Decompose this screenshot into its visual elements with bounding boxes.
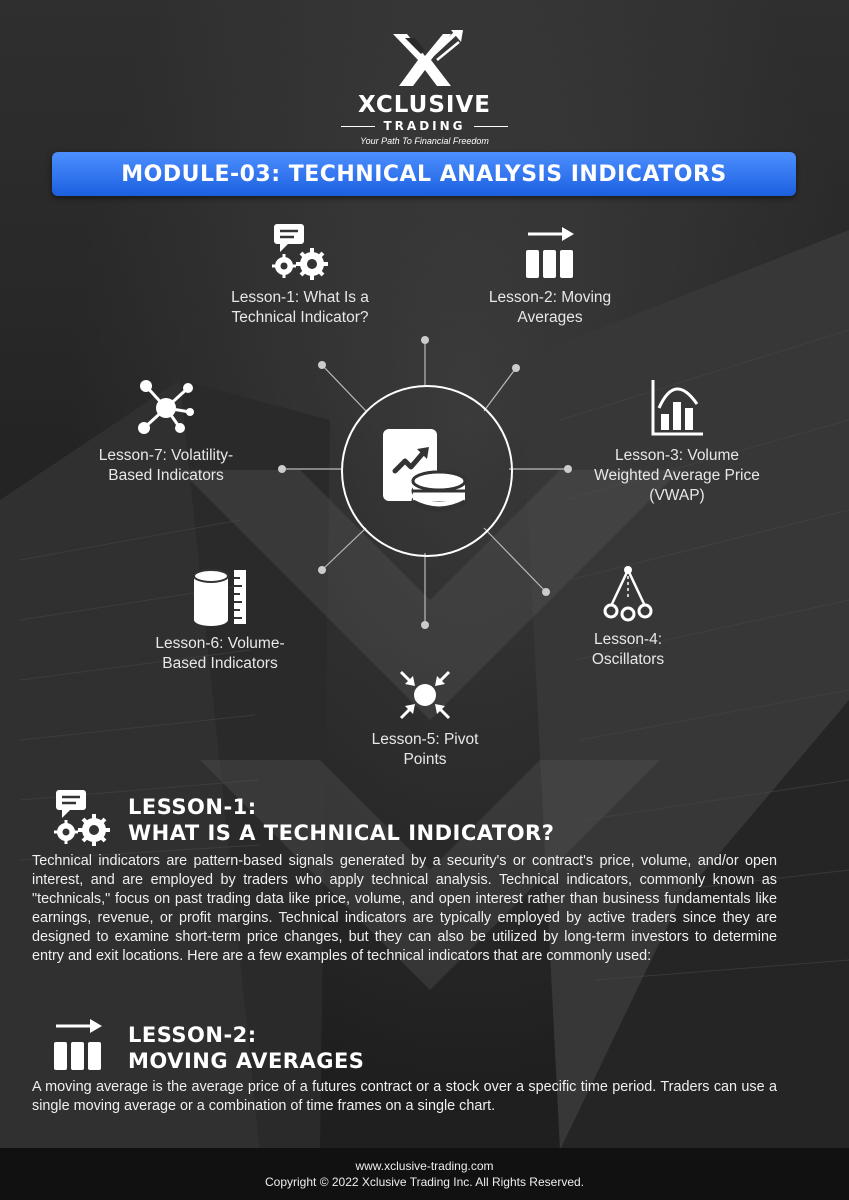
lesson-1-heading [52, 788, 777, 846]
lesson-node-1[interactable] [210, 222, 390, 328]
cylinder-ruler-icon [190, 568, 250, 626]
pendulum-icon [603, 566, 653, 622]
brand-name: XCLUSIVE [358, 92, 491, 118]
lesson-1-section [32, 788, 777, 966]
lesson-2-section [32, 1016, 777, 1116]
module-title: MODULE-03: TECHNICAL ANALYSIS INDICATORS [121, 161, 727, 187]
lesson-node-5[interactable] [365, 668, 485, 770]
footer-url[interactable]: www.xclusive-trading.com [355, 1159, 494, 1173]
lesson-7-label: Lesson-7: Volatility-Based Indicators [98, 447, 234, 484]
chat-gears-icon [52, 788, 112, 846]
chat-gears-icon [270, 222, 330, 280]
lesson-node-7[interactable] [96, 378, 236, 486]
footer-copyright: Copyright © 2022 Xclusive Trading Inc. All Rights Reserved. [265, 1175, 584, 1189]
brand-tagline: Your Path To Financial Freedom [360, 136, 489, 146]
lesson-node-6[interactable] [140, 568, 300, 674]
brand-subtitle: TRADING [0, 119, 849, 133]
pivot-arrows-icon [397, 668, 453, 722]
lesson-1-body: Technical indicators are pattern-based signals generated by a security's or contract's price, volume, and/or open interest, and are employed by traders who apply technical analysis. Technical indicators, commonly known as "technicals," focus on past trading data like price, volume, and open interest rather than business fundamentals like earnings, revenue, or profit margins. Technical indicators are typically employed by active traders since they are designed to examine short-term price changes, but they can also be utilized by long-term investors to determine entry and exit locations. Here are a few examples of technical indicators that are commonly used: [32, 853, 777, 964]
lesson-1-label: Lesson-1: What Is a Technical Indicator? [231, 289, 369, 326]
lesson-2-label: Lesson-2: Moving Averages [488, 289, 612, 326]
lesson-node-4[interactable] [570, 566, 686, 670]
lesson-2-body: A moving average is the average price of a futures contract or a stock over a specific time period. Traders can use a single moving average or a combination of time frames on a single chart. [32, 1079, 777, 1114]
chart-coins-icon [377, 427, 477, 517]
hub-circle [341, 385, 513, 557]
page-footer [0, 1148, 849, 1200]
arrow-bars-icon [52, 1016, 108, 1072]
bar-chart-curve-icon [649, 378, 705, 438]
lesson-1-title: LESSON-1: WHAT IS A TECHNICAL INDICATOR? [128, 795, 555, 845]
lesson-node-2[interactable] [470, 222, 630, 328]
lesson-node-3[interactable] [592, 378, 762, 506]
lesson-3-label: Lesson-3: Volume Weighted Average Price (VWAP) [594, 447, 760, 504]
lesson-6-label: Lesson-6: Volume-Based Indicators [155, 635, 285, 672]
arrow-bars-icon [522, 222, 578, 280]
lesson-2-title: LESSON-2: MOVING AVERAGES [128, 1023, 365, 1073]
network-nodes-icon [136, 378, 196, 438]
lesson-4-label: Lesson-4: Oscillators [591, 631, 665, 668]
lesson-5-label: Lesson-5: Pivot Points [371, 731, 479, 768]
lesson-2-heading [52, 1016, 777, 1074]
